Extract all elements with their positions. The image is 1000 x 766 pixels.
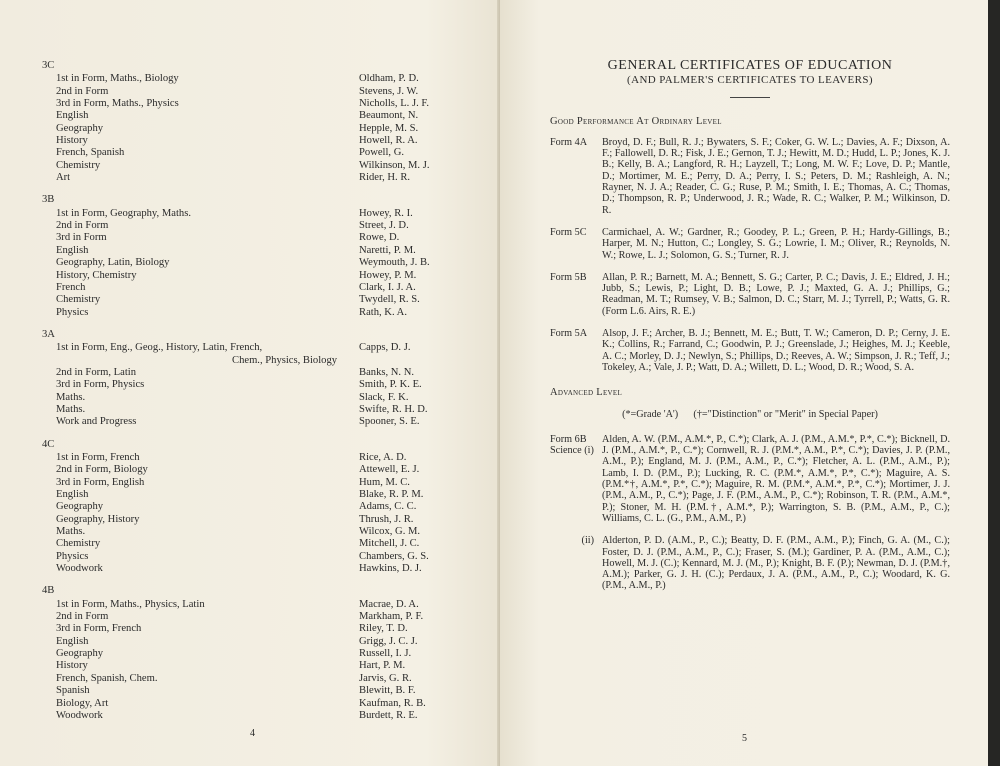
- prize-subject: Geography: [56, 122, 104, 134]
- prize-subject: Chemistry: [56, 294, 101, 306]
- prize-student: Capps, D. J.: [359, 342, 411, 354]
- prize-row: [42, 135, 472, 147]
- prize-student: Blewitt, B. F.: [359, 685, 416, 697]
- student-list: Broyd, D. F.; Bull, R. J.; Bywaters, S. F.; Coker, G. W. L.; Davies, A. F.; Dixson, A. F.; Fallowell, D. R.; Fisk, J. E.; Gernon, T. J.; Hewitt, M. D.; Hudd, L. P.; Jones, K. J. B.; Kelly, B. A.; Langford, R. H.; Layzell, T.; Long, M. W. F.; Love, D. P.; Mantle, D.; Mortimer, M. E.; Perry, D. A.; Perry, I. S.; Peters, D. M.; Rashleigh, A. N.; Rayner, N. J. A.; Reader, C. G.; Ruse, P. M.; Smith, I. E.; Thomas, A. C.; Thomas, D.; Thompson, R. P.; Underwood, J. R.; Wade, R. C.; Walker, P. M.; Wilkinson, D. R.: [602, 136, 950, 216]
- ordinary-entry: [550, 137, 950, 216]
- prize-subject: French: [56, 281, 86, 293]
- prize-row: [42, 526, 472, 538]
- prize-row: [42, 307, 472, 319]
- prize-row: [42, 551, 472, 563]
- prize-student: Naretti, P. M.: [359, 244, 416, 256]
- prize-subject: English: [56, 635, 89, 647]
- prize-student: Attewell, E. J.: [359, 464, 420, 476]
- prize-subject: 2nd in Form: [56, 220, 109, 232]
- prize-row: [42, 404, 472, 416]
- prize-student: Hart, P. M.: [359, 660, 406, 672]
- prize-subject: 3rd in Form: [56, 232, 107, 244]
- form-label: Form 5B: [550, 271, 587, 283]
- prize-row: [42, 416, 472, 428]
- prize-subject: French, Spanish: [56, 147, 125, 159]
- prize-student: Markham, P. F.: [359, 611, 424, 623]
- prize-subject: Physics: [56, 550, 89, 562]
- prize-subject: Maths.: [56, 526, 86, 538]
- form-block: [42, 439, 472, 576]
- prize-student: Russell, I. J.: [359, 648, 412, 660]
- prize-subject: English: [56, 110, 89, 122]
- prize-row: [42, 452, 472, 464]
- prize-row: [42, 270, 472, 282]
- prize-student: Thrush, J. R.: [359, 513, 414, 525]
- page-number-left: 4: [250, 728, 255, 739]
- prize-row: [42, 367, 472, 379]
- grade-key: (*=Grade 'A') (†="Distinction" or "Merit" in Special Paper): [622, 408, 878, 420]
- prize-student: Chambers, G. S.: [359, 550, 429, 562]
- student-list: Carmichael, A. W.; Gardner, R.; Goodey, P. L.; Green, P. H.; Hardy-Gillings, B.; Harper, M. N.; Hutton, C.; Longley, S. G.; Lowrie, I. M.; Oliver, R.; Reynolds, N. W.; Rowe, L. J.; Solomon, G. S.; Turner, R. J.: [602, 226, 950, 261]
- prize-row: [42, 660, 472, 672]
- ordinary-entry: [550, 328, 950, 373]
- prize-subject: History: [56, 135, 88, 147]
- form-block: [42, 60, 472, 184]
- prize-row: [42, 501, 472, 513]
- prize-student: Street, J. D.: [359, 220, 409, 232]
- form-heading: 4C: [42, 438, 55, 450]
- prize-student: Howey, P. M.: [359, 269, 417, 281]
- prize-subject: Work and Progress: [56, 416, 137, 428]
- prize-student: Blake, R. P. M.: [359, 489, 424, 500]
- prize-row: [42, 245, 472, 257]
- prize-student: Weymouth, J. B.: [359, 257, 430, 269]
- prize-row: [42, 160, 472, 172]
- prize-student: Powell, G.: [359, 147, 405, 159]
- prize-row: [42, 147, 472, 159]
- student-list: Alsop, J. F.; Archer, B. J.; Bennett, M. E.; Butt, T. W.; Cameron, D. P.; Cerny, J. E. K.; Collins, R.; Farrand, C.; Goodwin, P. J.; Greenslade, J.; Heighes, M. J.; Keeble, A. C.; Morley, D. J.; Newlyn, S.; Phillips, D.; Reeves, A. W.; Simpson, J. R.; Teff, J.; Tokeley, A.; Vale, J. P.; Watt, D. A.; Willett, D. L.; Wood, D. R.; Wood, S. A.: [602, 328, 950, 373]
- page-subtitle: (AND PALMER'S CERTIFICATES TO LEAVERS): [627, 74, 873, 87]
- prize-subject: Maths.: [56, 391, 86, 403]
- prize-row: [42, 110, 472, 122]
- form-label-block: [550, 535, 602, 591]
- prize-row: [42, 172, 472, 184]
- prize-student: Twydell, R. S.: [359, 294, 420, 306]
- form-label: Form 6B: [550, 433, 587, 445]
- ordinary-entry: [550, 227, 950, 261]
- prize-student: Stevens, J. W.: [359, 85, 419, 97]
- prize-student: Grigg, J. C. J.: [359, 635, 418, 647]
- prize-student: Smith, P. K. E.: [359, 379, 422, 391]
- form-label-block: [550, 434, 602, 524]
- prize-student: Wilkinson, M. J.: [359, 159, 430, 171]
- sub-label: (ii): [581, 535, 594, 547]
- prize-row: [42, 379, 472, 391]
- prize-subject: 1st in Form, Maths., Biology: [56, 73, 179, 85]
- prize-student: Rice, A. D.: [359, 451, 407, 463]
- prize-row: [42, 86, 472, 98]
- advanced-level-heading: Advanced Level: [550, 387, 623, 399]
- prize-subject: Spanish: [56, 685, 90, 697]
- sub-label: Science (i): [550, 445, 594, 457]
- prize-row: [42, 611, 472, 623]
- prize-row: [42, 489, 472, 501]
- prize-student: Kaufman, R. B.: [359, 697, 426, 709]
- prize-subject: Geography: [56, 648, 104, 660]
- prize-student: Spooner, S. E.: [359, 416, 420, 428]
- prize-student: Rath, K. A.: [359, 306, 407, 318]
- form-heading: 3A: [42, 328, 55, 340]
- ordinary-level-list: [550, 137, 950, 373]
- prize-student: Howey, R. I.: [359, 207, 413, 219]
- prize-row: [42, 538, 472, 550]
- form-label: Form 5A: [550, 328, 588, 340]
- prize-subject: Chemistry: [56, 538, 101, 550]
- prize-student: Slack, F. K.: [359, 391, 409, 403]
- prize-row: [42, 98, 472, 110]
- title-rule: [730, 97, 770, 98]
- form-heading: 3C: [42, 60, 55, 71]
- prize-subject: History, Chemistry: [56, 269, 137, 281]
- prize-subject: 2nd in Form, Biology: [56, 464, 148, 476]
- prize-subject: Geography: [56, 501, 104, 513]
- prize-subject: Geography, Latin, Biology: [56, 257, 170, 269]
- prize-subject: 2nd in Form: [56, 85, 109, 97]
- prize-subject: 1st in Form, Eng., Geog., History, Latin, French,: [56, 342, 263, 354]
- form-heading: 3B: [42, 194, 55, 206]
- advanced-entry: [550, 535, 950, 591]
- prize-student: Swifte, R. H. D.: [359, 403, 428, 415]
- prize-subject: History: [56, 660, 88, 672]
- prize-subject: Woodwork: [56, 563, 103, 575]
- prize-subject: 2nd in Form: [56, 611, 109, 623]
- prize-student: Burdett, R. E.: [359, 709, 418, 721]
- prize-row: [42, 294, 472, 306]
- prize-row: [42, 698, 472, 710]
- prize-subject: English: [56, 489, 89, 500]
- prize-row: [42, 636, 472, 648]
- form-prize-list: [42, 60, 472, 732]
- form-label: Form 4A: [550, 136, 588, 148]
- prize-row: [42, 342, 472, 354]
- prize-student: Rowe, D.: [359, 232, 400, 244]
- ordinary-entry: [550, 272, 950, 317]
- ordinary-level-heading: Good Performance At Ordinary Level: [550, 115, 722, 127]
- prize-subject: French, Spanish, Chem.: [56, 672, 158, 684]
- prize-subject: 1st in Form, French: [56, 451, 140, 463]
- prize-subject: Biology, Art: [56, 697, 109, 709]
- prize-row: [42, 464, 472, 476]
- prize-student: Adams, C. C.: [359, 501, 417, 513]
- prize-row: [42, 392, 472, 404]
- student-list: Allan, P. R.; Barnett, M. A.; Bennett, S. G.; Carter, P. C.; Davis, J. E.; Eldred, J. H.; Jubb, S.; Lewis, P.; Light, D. B.; Lowe, P. J.; Maxted, G. A. J.; Phillips, G.; Readman, M. T.; Rumsey, V. B.; Salmon, D. C.; Starr, M. J.; Tyrrell, P.; Watts, G. R. (Form L.6. Airs, R. E.): [602, 271, 950, 317]
- prize-student: Hawkins, D. J.: [359, 563, 422, 575]
- prize-subject: English: [56, 244, 89, 256]
- form-label: Form 5C: [550, 226, 587, 238]
- prize-student: Howell, R. A.: [359, 135, 418, 147]
- prize-subject: 1st in Form, Maths., Physics, Latin: [56, 598, 205, 610]
- background-edge: [988, 0, 1000, 766]
- prize-subject: 1st in Form, Geography, Maths.: [56, 207, 191, 219]
- prize-row: [42, 599, 472, 611]
- prize-subject-continuation: Chem., Physics, Biology: [232, 354, 338, 366]
- prize-student: Beaumont, N.: [359, 110, 419, 122]
- prize-subject: Art: [56, 172, 71, 184]
- prize-subject: 2nd in Form, Latin: [56, 366, 137, 378]
- prize-student: Macrae, D. A.: [359, 598, 419, 610]
- prize-subject: 3rd in Form, Physics: [56, 379, 145, 391]
- advanced-entry: [550, 434, 950, 524]
- page-title: GENERAL CERTIFICATES OF EDUCATION: [607, 58, 893, 73]
- prize-student: Hepple, M. S.: [359, 122, 419, 134]
- prize-subject: 3rd in Form, Maths., Physics: [56, 98, 179, 110]
- prize-row: [42, 123, 472, 135]
- prize-subject: 3rd in Form, English: [56, 476, 145, 488]
- prize-student: Oldham, P. D.: [359, 73, 419, 85]
- prize-row: [42, 257, 472, 269]
- prize-subject: Physics: [56, 306, 89, 318]
- prize-row: [42, 477, 472, 489]
- student-list: Alden, A. W. (P.M., A.M.*, P., C.*); Clark, A. J. (P.M., A.M.*, P.*, C.*); Bicknell, D. J. (P.M., A.M.*, P., C.*); Cornwell, R. J. (P.M.*, A.M., P.*, C.*); Davies, J. P. (P.M., A.M., P.); England, M. J. (P.M., A.M., P., C.*); Fletcher, A. L. (P.M., A.M., P.); Lamb, I. D. (P.M., P.); Lucking, R. C. (P.M.*, A.M.*, P.*, C.*); Maguire, A. S. (P.M.*†, A.M.*, P.*, C.*); Maguire, R. M. (P.M.*, A.M.*, P.*, C.*); Mortimer, J. J. (P.M., A.M., P., C.*); Page, J. F. (P.M., A.M., P., C.*); Robinson, T. R. (P.M., A.M.*, P.); Stoner, M. H. (P.M.†, A.M.*, P.); Warrington, S. B. (P.M., A.M., P., C.); Williams, C. L. (G., P.M., A.M., P.): [602, 433, 950, 524]
- form-block: [42, 194, 472, 318]
- prize-student: Clark, I. J. A.: [359, 281, 416, 293]
- prize-subject: Maths.: [56, 403, 86, 415]
- page-number-right: 5: [742, 733, 747, 744]
- prize-row: [42, 208, 472, 220]
- prize-row: [42, 73, 472, 85]
- prize-row: [42, 710, 472, 722]
- prize-row: [42, 220, 472, 232]
- prize-student: Rider, H. R.: [359, 172, 411, 184]
- prize-student: Nicholls, L. J. F.: [359, 98, 430, 110]
- gce-section: [550, 60, 950, 603]
- form-block: [42, 329, 472, 429]
- prize-subject: 3rd in Form, French: [56, 623, 142, 635]
- prize-row: [42, 563, 472, 575]
- right-page: [500, 0, 988, 766]
- prize-row: [42, 673, 472, 685]
- form-block: [42, 585, 472, 722]
- prize-subject: Geography, History: [56, 513, 140, 525]
- prize-subject: Woodwork: [56, 709, 103, 721]
- student-list: Alderton, P. D. (A.M., P., C.); Beatty, D. F. (P.M., A.M., P.); Finch, G. A. (M., C.); Foster, D. J. (P.M., A.M., P., C.); Fraser, S. (M.); Gardiner, P. A. (P.M., A.M., C.); Howell, M. J. (C.); Kennard, M. J. (M., P.); Knight, B. F. (P.); Newman, D. J. (P.M.†, A.M.); Parker, G. J. H. (C.); Perdaux, J. A. (P.M., A.M., P., C.); Woodard, K. G. (P.M., A.M., P.): [602, 535, 950, 592]
- prize-student: Hum, M. C.: [359, 476, 410, 488]
- prize-student: Mitchell, J. C.: [359, 538, 420, 550]
- prize-row: [42, 514, 472, 526]
- advanced-level-list: [550, 434, 950, 592]
- prize-subject: Chemistry: [56, 159, 101, 171]
- prize-student: Banks, N. N.: [359, 366, 415, 378]
- prize-row: [42, 685, 472, 697]
- prize-student: Jarvis, G. R.: [359, 672, 412, 684]
- form-heading: 4B: [42, 585, 55, 597]
- prize-row: [42, 648, 472, 660]
- prize-row: [42, 232, 472, 244]
- prize-row: [42, 623, 472, 635]
- prize-student: Wilcox, G. M.: [359, 526, 421, 538]
- prize-row: [42, 282, 472, 294]
- prize-student: Riley, T. D.: [359, 623, 408, 635]
